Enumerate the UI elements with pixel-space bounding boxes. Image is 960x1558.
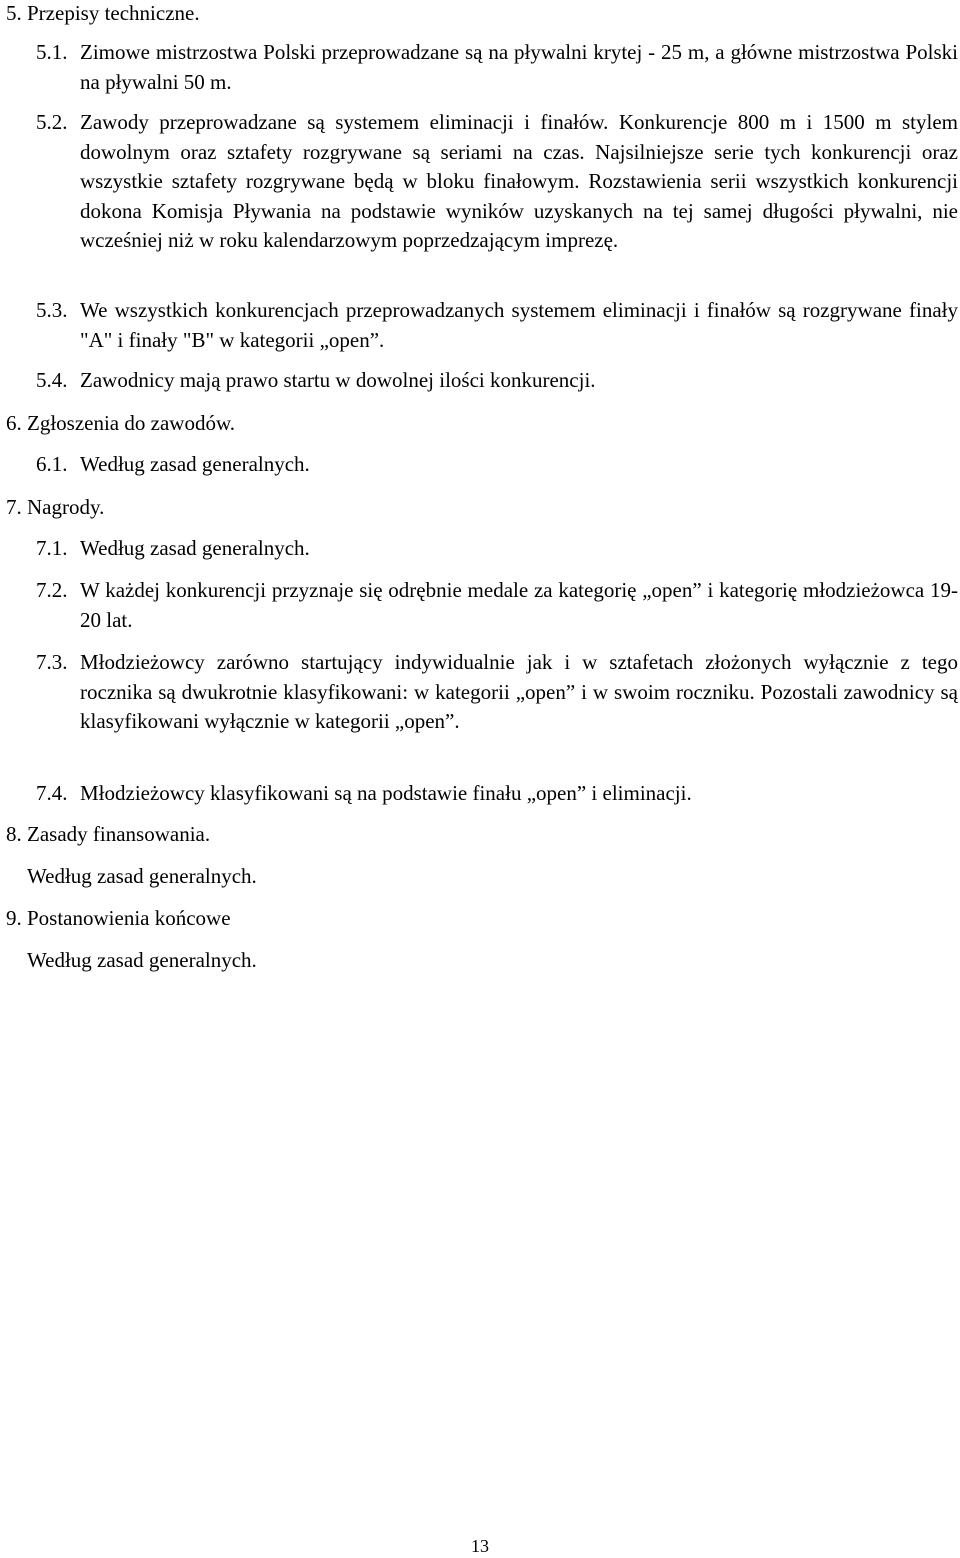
paragraph-number: 7.4. (36, 781, 68, 805)
paragraph-text: Zimowe mistrzostwa Polski przeprowadzane są na pływalni krytej - 25 m, a główne mistrzostwa Polski na pływalni 50 m. (80, 40, 958, 94)
paragraph-5-4 (36, 366, 958, 396)
page-number: 13 (471, 1536, 489, 1556)
paragraph-7-2 (36, 576, 958, 635)
section-7-heading: 7. Nagrody. (6, 495, 105, 519)
section-9-body: Według zasad generalnych. (27, 948, 257, 972)
paragraph-number: 6.1. (36, 452, 68, 476)
paragraph-number: 5.1. (36, 40, 68, 64)
section-6-heading: 6. Zgłoszenia do zawodów. (6, 411, 235, 435)
paragraph-text: Zawody przeprowadzane są systemem eliminacji i finałów. Konkurencje 800 m i 1500 m stylem dowolnym oraz sztafety rozgrywane są seriami na czas. Najsilniejsze serie tych konkurencji oraz wszystkie sztafety rozgrywane będą w bloku finałowym. Rozstawienia serii wszystkich konkurencji dokona Komisja Pływania na podstawie wyników uzyskanych na tej samej długości pływalni, nie wcześniej niż w roku kalendarzowym poprzedzającym imprezę. (80, 110, 958, 252)
paragraph-text: We wszystkich konkurencjach przeprowadzanych systemem eliminacji i finałów są rozgrywane finały "A" i finały "B" w kategorii „open”. (80, 298, 958, 352)
paragraph-text: Zawodnicy mają prawo startu w dowolnej ilości konkurencji. (80, 368, 596, 392)
paragraph-5-2 (36, 108, 958, 256)
section-8-body: Według zasad generalnych. (27, 864, 257, 888)
paragraph-number: 7.2. (36, 578, 68, 602)
paragraph-6-1 (36, 450, 958, 480)
paragraph-text: Młodzieżowcy zarówno startujący indywidualnie jak i w sztafetach złożonych wyłącznie z tego rocznika są dwukrotnie klasyfikowani: w kategorii „open” i w swoim roczniku. Pozostali zawodnicy są klasyfikowani wyłącznie w kategorii „open”. (80, 650, 958, 733)
paragraph-text: Młodzieżowcy klasyfikowani są na podstawie finału „open” i eliminacji. (80, 781, 692, 805)
paragraph-text: Według zasad generalnych. (80, 452, 310, 476)
section-5-heading: 5. Przepisy techniczne. (6, 1, 200, 25)
paragraph-7-1 (36, 534, 958, 564)
paragraph-text: W każdej konkurencji przyznaje się odrębnie medale za kategorię „open” i kategorię młodzieżowca 19-20 lat. (80, 578, 958, 632)
paragraph-5-1 (36, 38, 958, 97)
paragraph-7-3 (36, 648, 958, 737)
paragraph-number: 5.2. (36, 110, 68, 134)
section-8-heading: 8. Zasady finansowania. (6, 822, 211, 846)
paragraph-text: Według zasad generalnych. (80, 536, 310, 560)
paragraph-number: 7.3. (36, 650, 68, 674)
paragraph-7-4 (36, 779, 958, 809)
paragraph-number: 5.4. (36, 368, 68, 392)
paragraph-5-3 (36, 296, 958, 355)
section-9-heading: 9. Postanowienia końcowe (6, 906, 231, 930)
paragraph-number: 5.3. (36, 298, 68, 322)
paragraph-number: 7.1. (36, 536, 68, 560)
